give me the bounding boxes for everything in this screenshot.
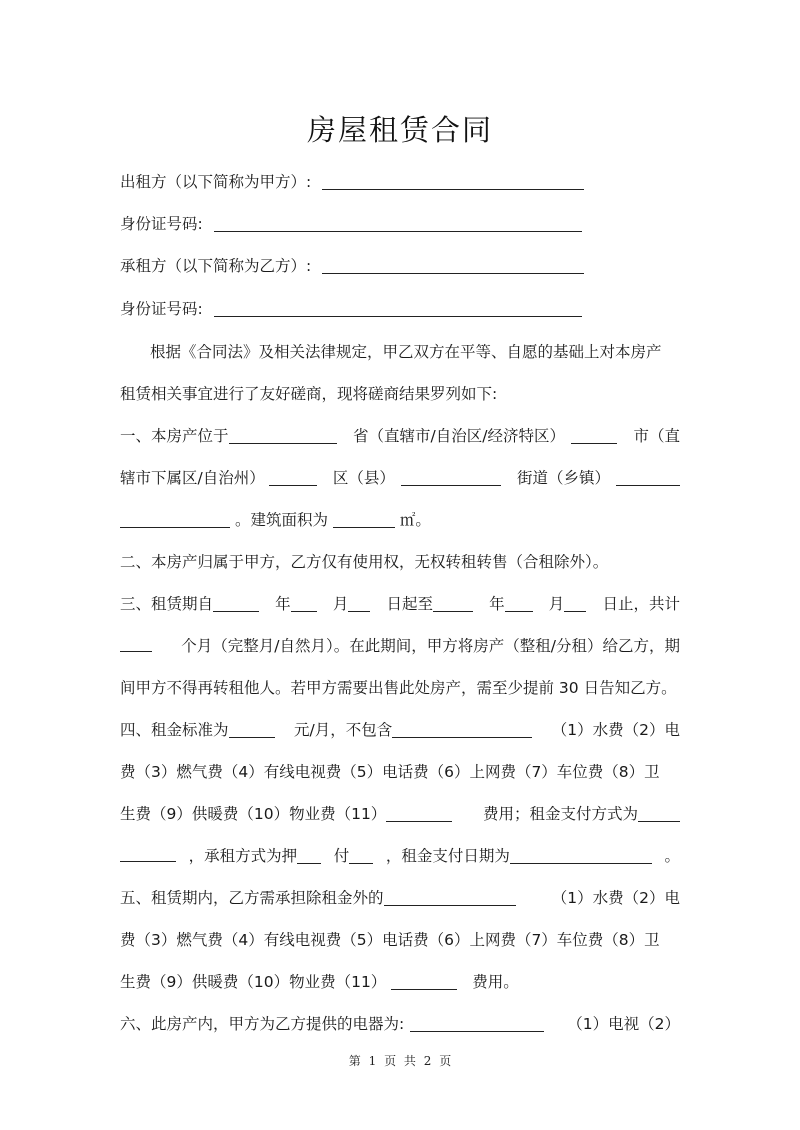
- page-title: 房屋租赁合同: [306, 113, 493, 147]
- clause-1-line-1: [120, 425, 680, 447]
- lessee-id-label: 身份证号码:: [120, 300, 203, 318]
- clause-1-line-3: [120, 509, 431, 531]
- lessee-blank[interactable]: [322, 257, 584, 274]
- clause-4-text-g: ，承租方式为押: [188, 847, 298, 865]
- clause-5-text-a: 五、租赁期内，乙方需承担除租金外的: [120, 889, 384, 907]
- lessor-id-field: [120, 213, 582, 235]
- clause-5-line-2: [120, 929, 680, 951]
- clause-4-line-4: [120, 845, 680, 867]
- clause-3-line-1: [120, 593, 680, 615]
- lessor-label: 出租方（以下简称为甲方）:: [120, 173, 312, 191]
- lessee-id-blank[interactable]: [214, 300, 582, 317]
- clause-3-text-b: 年: [275, 595, 291, 613]
- clause-4-text-b: 元/月，不包含: [294, 721, 393, 739]
- clause-3-line-2: [120, 635, 680, 657]
- clause-1-text-h: ㎡。: [399, 511, 431, 529]
- clause-4-text-h: 付: [333, 847, 350, 865]
- lessor-id-label: 身份证号码:: [120, 215, 203, 233]
- clause-3-text-f: 月: [548, 595, 565, 613]
- clause-1-text-f: 街道（乡镇）: [517, 467, 680, 489]
- lessee-id-field: [120, 298, 582, 320]
- clause-1-text-g: 。建筑面积为: [234, 511, 328, 529]
- clause-4-text-j: 。: [664, 847, 680, 865]
- clause-2: 二、本房产归属于甲方，乙方仅有使用权，无权转租转售（合租除外）。: [120, 553, 609, 571]
- clause-3-text-g: 日止，共计: [602, 595, 680, 613]
- clause-3-text-a: 三、租赁期自: [120, 595, 214, 613]
- clause-1-line-2: [120, 467, 680, 489]
- clause-6-text-b: （1）电视（2）: [567, 1015, 680, 1033]
- intro-line-2: 租赁相关事宜进行了友好磋商，现将磋商结果罗列如下:: [120, 385, 498, 403]
- clause-3-line-3: [120, 677, 680, 699]
- clause-1-text-e: 区（县）: [333, 467, 501, 489]
- footer-ye-2: 页: [439, 1054, 452, 1068]
- footer-ye: 页: [384, 1054, 397, 1068]
- clause-4-text-f: 费用；租金支付方式为: [482, 805, 638, 823]
- clause-4-text-d: 费（3）燃气费（4）有线电视费（5）电话费（6）上网费（7）车位费（8）卫: [120, 763, 660, 781]
- clause-1-text-c: 市（直: [633, 427, 680, 445]
- clause-3-text-d: 日起至: [386, 595, 433, 613]
- clause-5-text-e: 费用。: [472, 973, 519, 991]
- clause-4-text-a: 四、租金标准为: [120, 721, 229, 739]
- clause-3-text-h: 个月（完整月/自然月）。在此期间，甲方将房产（整租/分租）给乙方，期: [181, 637, 680, 655]
- clause-4-text-e: 生费（9）供暖费（10）物业费（11）: [120, 805, 387, 823]
- lessor-field: [120, 171, 584, 193]
- clause-5-text-b: （1）水费（2）电: [551, 889, 680, 907]
- clause-5-line-3: [120, 971, 519, 993]
- lessee-label: 承租方（以下简称为乙方）:: [120, 257, 312, 275]
- clause-1-text-d: 辖市下属区/自治州）: [120, 467, 317, 489]
- clause-4-line-1: [120, 719, 680, 741]
- clause-5-line-1: [120, 887, 680, 909]
- page-footer: [0, 1052, 800, 1069]
- clause-3-text-c: 月: [332, 595, 349, 613]
- clause-1-text-a: 一、本房产位于: [120, 425, 337, 447]
- clause-6-line-1: [120, 1013, 680, 1035]
- clause-1-text-b: 省（直辖市/自治区/经济特区）: [353, 425, 617, 447]
- clause-4-line-3: [120, 803, 680, 825]
- footer-di: 第: [348, 1054, 361, 1068]
- clause-5-text-d: 生费（9）供暖费（10）物业费（11）: [120, 973, 387, 991]
- footer-page-number: 1: [368, 1054, 377, 1068]
- clause-6-text-a: 六、此房产内，甲方为乙方提供的电器为:: [120, 1015, 405, 1033]
- lessor-id-blank[interactable]: [214, 215, 582, 232]
- clause-4-line-2: [120, 761, 680, 783]
- clause-3-text-i: 间甲方不得再转租他人。若甲方需要出售此处房产，需至少提前 30 日告知乙方。: [120, 679, 677, 697]
- clause-5-text-c: 费（3）燃气费（4）有线电视费（5）电话费（6）上网费（7）车位费（8）卫: [120, 931, 660, 949]
- lessee-field: [120, 255, 584, 277]
- footer-total-pages: 2: [423, 1054, 432, 1068]
- footer-gong: 共: [403, 1054, 416, 1068]
- clause-3-text-e: 年: [489, 595, 505, 613]
- lessor-blank[interactable]: [322, 173, 584, 190]
- clause-4-text-i: ，租金支付日期为: [385, 847, 510, 865]
- intro-line-1: 根据《合同法》及相关法律规定，甲乙双方在平等、自愿的基础上对本房产: [150, 343, 662, 361]
- clause-4-text-c: （1）水费（2）电: [551, 721, 680, 739]
